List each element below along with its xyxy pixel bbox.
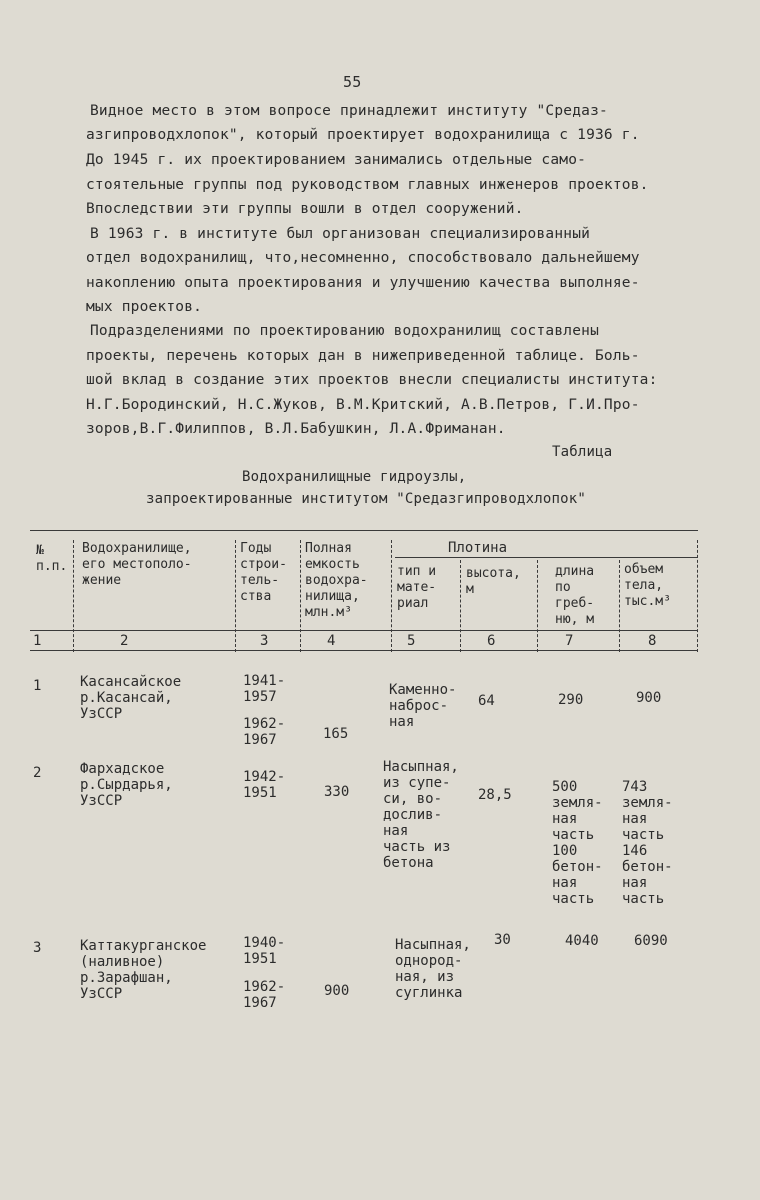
row-dam-height: 28,5 xyxy=(478,787,512,803)
column-divider xyxy=(537,560,538,652)
header-dam: Плотина xyxy=(448,540,508,556)
column-divider xyxy=(73,540,74,652)
paragraph-line: Н.Г.Бородинский, Н.С.Жуков, В.М.Критский, А.В.Петров, Г.И.Про- xyxy=(86,397,640,413)
paragraph-line: отдел водохранилищ, что,несомненно, способствовало дальнейшему xyxy=(86,250,640,266)
row-years: 1962- 1967 xyxy=(243,716,286,748)
dam-header-rule xyxy=(395,557,698,558)
row-number: 1 xyxy=(33,678,42,694)
header-dam-length: длина по греб- ню, м xyxy=(555,564,595,627)
row-dam-length: 4040 xyxy=(565,933,599,949)
table-title: Водохранилищные гидроузлы, xyxy=(242,469,467,485)
row-years: 1940- 1951 xyxy=(243,935,286,967)
column-number: 7 xyxy=(565,633,574,649)
column-number: 4 xyxy=(327,633,336,649)
row-dam-length: 290 xyxy=(558,692,584,708)
paragraph-line: накоплению опыта проектирования и улучшению качества выполняе- xyxy=(86,275,640,291)
table-subtitle: запроектированные институтом "Средазгипроводхлопок" xyxy=(146,491,587,507)
row-dam-type: Каменно- наброс- ная xyxy=(389,682,457,730)
column-divider xyxy=(619,560,620,652)
column-divider xyxy=(697,540,698,652)
column-divider xyxy=(300,540,301,652)
column-number: 8 xyxy=(648,633,657,649)
row-capacity: 165 xyxy=(323,726,349,742)
column-divider xyxy=(235,540,236,652)
column-number-rule xyxy=(30,650,698,651)
row-capacity: 330 xyxy=(324,784,350,800)
paragraph-line: Видное место в этом вопросе принадлежит институту "Средаз- xyxy=(90,103,608,119)
row-dam-height: 64 xyxy=(478,693,495,709)
table-label: Таблица xyxy=(552,444,613,460)
header-dam-height: высота, м xyxy=(466,566,521,597)
paragraph-line: В 1963 г. в институте был организован специализированный xyxy=(90,226,591,242)
row-reservoir: Фархадское р.Сырдарья, УзССР xyxy=(80,761,173,809)
row-years: 1962- 1967 xyxy=(243,979,286,1011)
header-dam-type: тип и мате- риал xyxy=(397,564,437,611)
header-bottom-rule xyxy=(30,630,698,631)
paragraph-line: азгипроводхлопок", который проектирует водохранилища с 1936 г. xyxy=(86,127,640,143)
paragraph-line: проекты, перечень которых дан в нижеприведенной таблице. Боль- xyxy=(86,348,640,364)
paragraph-line: мых проектов. xyxy=(86,299,203,315)
column-number: 3 xyxy=(260,633,269,649)
header-number: № п.п. xyxy=(36,543,68,574)
row-years: 1942- 1951 xyxy=(243,769,286,801)
column-divider xyxy=(460,560,461,652)
row-dam-type: Насыпная, из супе- си, во- дослив- ная часть из бетона xyxy=(383,759,459,871)
row-dam-type: Насыпная, однород- ная, из суглинка xyxy=(395,937,471,1001)
page-number: 55 xyxy=(343,73,362,91)
column-number: 6 xyxy=(487,633,496,649)
paragraph-line: До 1945 г. их проектированием занимались отдельные само- xyxy=(86,152,587,168)
table-top-rule xyxy=(30,530,698,531)
paragraph-line: зоров,В.Г.Филиппов, В.Л.Бабушкин, Л.А.Фриманан. xyxy=(86,421,506,437)
paragraph-line: Впоследствии эти группы вошли в отдел сооружений. xyxy=(86,201,524,217)
row-dam-volume: 900 xyxy=(636,690,662,706)
column-number: 5 xyxy=(407,633,416,649)
header-capacity: Полная емкость водохра- нилища, млн.м³ xyxy=(305,541,368,620)
column-divider xyxy=(391,540,392,652)
column-number: 2 xyxy=(120,633,129,649)
row-reservoir: Касансайское р.Касансай, УзССР xyxy=(80,674,182,722)
header-years: Годы строи- тель- ства xyxy=(240,541,287,604)
paragraph-line: стоятельные группы под руководством главных инженеров проектов. xyxy=(86,177,649,193)
paragraph-line: шой вклад в создание этих проектов внесли специалисты института: xyxy=(86,372,658,388)
row-years: 1941- 1957 xyxy=(243,673,286,705)
row-reservoir: Каттакурганское (наливное) р.Зарафшан, УзССР xyxy=(80,938,207,1002)
row-capacity: 900 xyxy=(324,983,350,999)
row-number: 2 xyxy=(33,765,42,781)
row-dam-length: 500 земля- ная часть 100 бетон- ная часть xyxy=(552,779,603,907)
header-reservoir: Водохранилище, его местополо- жение xyxy=(82,541,192,588)
row-dam-height: 30 xyxy=(494,932,511,948)
paragraph-line: Подразделениями по проектированию водохранилищ составлены xyxy=(90,323,599,339)
column-number: 1 xyxy=(33,633,42,649)
row-number: 3 xyxy=(33,940,42,956)
row-dam-volume: 743 земля- ная часть 146 бетон- ная часть xyxy=(622,779,673,907)
header-dam-volume: объем тела, тыс.м³ xyxy=(624,562,671,609)
row-dam-volume: 6090 xyxy=(634,933,668,949)
